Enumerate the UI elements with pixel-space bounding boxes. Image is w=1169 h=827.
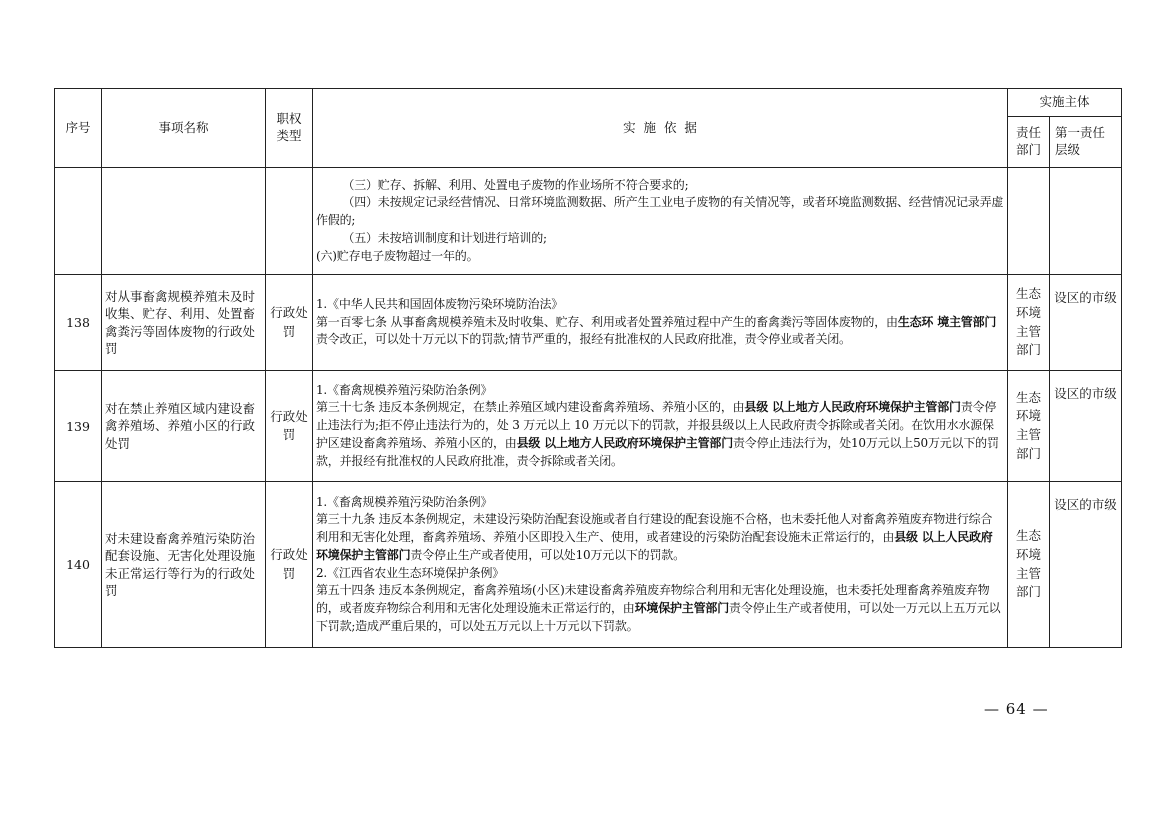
row-basis — [313, 371, 1008, 482]
law-article: 第一百零七条 从事畜禽规模养殖未及时收集、贮存、利用或者处置养殖过程中产生的畜禽粪污等固体废物的，由生态环 境主管部门责令改正，可以处十万元以下的罚款;情节严重的，报经有批准权的人民政府批准，责令停业或者关闭。 — [316, 314, 997, 347]
table-row — [55, 371, 1122, 482]
row-type: 行政处罚 — [266, 482, 313, 648]
row-no: 138 — [55, 275, 102, 371]
law-title: 2.《江西省农业生态环境保护条例》 — [316, 565, 505, 580]
header-subject: 实施主体 — [1008, 89, 1122, 117]
row-no: 139 — [55, 371, 102, 482]
header-name: 事项名称 — [102, 89, 266, 168]
header-level: 第一责任层级 — [1050, 117, 1122, 168]
table-row — [55, 275, 1122, 371]
basis-line: （五）未按培训制度和计划进行培训的; — [342, 230, 547, 245]
row-name: 对在禁止养殖区域内建设畜禽养殖场、养殖小区的行政处罚 — [102, 371, 266, 482]
law-title: 1.《畜禽规模养殖污染防治条例》 — [316, 494, 493, 509]
row-name: 对未建设畜禽养殖污染防治配套设施、无害化处理设施未正常运行等行为的行政处罚 — [102, 482, 266, 648]
law-title: 1.《中华人民共和国固体废物污染环境防治法》 — [316, 296, 564, 311]
row-type — [266, 168, 313, 275]
row-basis — [313, 482, 1008, 648]
law-article: 第三十七条 违反本条例规定，在禁止养殖区域内建设畜禽养殖场、养殖小区的，由县级 以上地方人民政府环境保护主管部门责令停止违法行为;拒不停止违法行为的，处 3 万元以上 10 万元以下的罚款，并报县级以上人民政府责令拆除或者关闭。在饮用水水源保护区建设畜禽养殖场、养殖小区的，由县级 以上地方人民政府环境保护主管部门责令停止违法行为，处10万元以上50万元以下的罚款，并报经有批准权的人民政府批准，责令拆除或者关闭。 — [316, 400, 999, 468]
row-basis — [313, 275, 1008, 371]
law-title: 1.《畜禽规模养殖污染防治条例》 — [316, 382, 493, 397]
row-dept: 生态环境主管部门 — [1008, 275, 1050, 371]
header-dept: 责任部门 — [1008, 117, 1050, 168]
enforcement-table — [54, 88, 1122, 648]
table-row — [55, 168, 1122, 275]
basis-line: （三）贮存、拆解、利用、处置电子废物的作业场所不符合要求的; — [342, 177, 689, 192]
basis-line: (六)贮存电子废物超过一年的。 — [316, 248, 479, 263]
header-type: 职权类型 — [266, 89, 313, 168]
page-number: — 64 — — [984, 700, 1049, 718]
row-basis — [313, 168, 1008, 275]
row-type: 行政处罚 — [266, 371, 313, 482]
basis-line: （四）未按规定记录经营情况、日常环境监测数据、所产生工业电子废物的有关情况等，或者环境监测数据、经营情况记录弄虚作假的; — [316, 195, 1004, 228]
row-no — [55, 168, 102, 275]
row-name — [102, 168, 266, 275]
row-type: 行政处罚 — [266, 275, 313, 371]
header-no: 序号 — [55, 89, 102, 168]
law-article: 第五十四条 违反本条例规定，畜禽养殖场(小区)未建设畜禽养殖废弃物综合利用和无害化处理设施，也未委托处理畜禽养殖废弃物的，或者废弃物综合利用和无害化处理设施未正常运行的，由环境保护主管部门责令停止生产或者使用，可以处一万元以上五万元以下罚款;造成严重后果的，可以处五万元以上十万元以下罚款。 — [316, 583, 1001, 633]
row-level: 设区的市级 — [1050, 275, 1122, 371]
law-article: 第三十九条 违反本条例规定，未建设污染防治配套设施或者自行建设的配套设施不合格，也未委托他人对畜禽养殖废弃物进行综合利用和无害化处理，畜禽养殖场、养殖小区即投入生产、使用，或者建设的污染防治配套设施未正常运行的，由县级 以上人民政府环境保护主管部门责令停止生产或者使用，可以处10万元以下的罚款。 — [316, 512, 993, 562]
row-level — [1050, 168, 1122, 275]
row-no: 140 — [55, 482, 102, 648]
table-row — [55, 482, 1122, 648]
header-basis: 实 施 依 据 — [313, 89, 1008, 168]
row-dept: 生态环境主管部门 — [1008, 371, 1050, 482]
row-dept — [1008, 168, 1050, 275]
row-dept: 生态环境主管部门 — [1008, 482, 1050, 648]
row-level: 设区的市级 — [1050, 482, 1122, 648]
row-level: 设区的市级 — [1050, 371, 1122, 482]
row-name: 对从事畜禽规模养殖未及时收集、贮存、利用、处置畜禽粪污等固体废物的行政处罚 — [102, 275, 266, 371]
